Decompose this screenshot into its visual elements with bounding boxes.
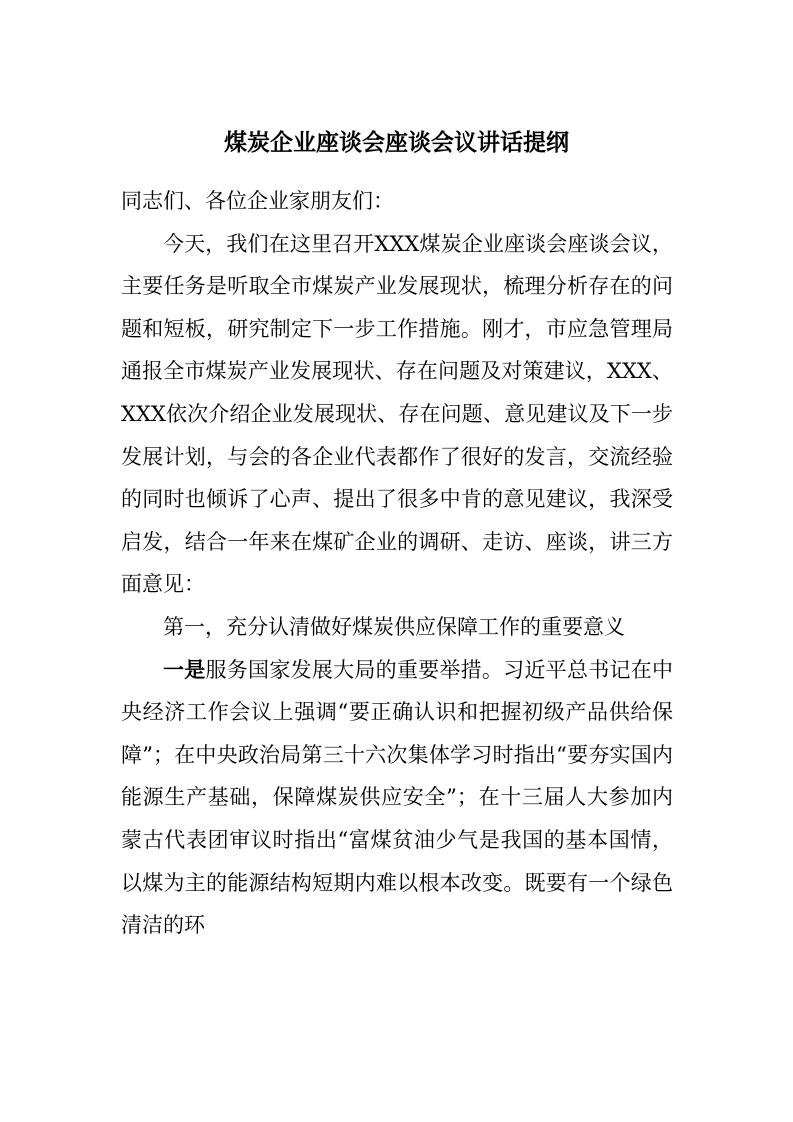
section-one-heading: 第一，充分认清做好煤炭供应保障工作的重要意义 — [163, 614, 625, 639]
document-body — [121, 180, 673, 947]
salutation: 同志们、各位企业家朋友们： — [121, 189, 394, 213]
document-title: 煤炭企业座谈会座谈会议讲话提纲 — [224, 130, 569, 156]
point-one-paragraph — [121, 649, 673, 947]
point-one-text: 服务国家发展大局的重要举措。习近平总书记在中央经济工作会议上强调“要正确认识和把握初级产品供给保障”；在中央政治局第三十六次集体学习时指出“要夯实国内能源生产基础，保障煤炭供应安全”；在十三届人大参加内蒙古代表团审议时指出“富煤贫油少气是我国的基本国情，以煤为主的能源结构短期内难以根本改变。既要有一个绿色清洁的环 — [121, 657, 674, 938]
point-one-lead: 一是 — [163, 657, 206, 682]
intro-paragraph: 今天，我们在这里召开XXX煤炭企业座谈会座谈会议，主要任务是听取全市煤炭产业发展现状，梳理分析存在的问题和短板，研究制定下一步工作措施。刚才，市应急管理局通报全市煤炭产业发展现状、存在问题及对策建议，XXX、XXX依次介绍企业发展现状、存在问题、意见建议及下一步发展计划，与会的各企业代表都作了很好的发言，交流经验的同时也倾诉了心声、提出了很多中肯的意见建议，我深受启发，结合一年来在煤矿企业的调研、走访、座谈，讲三方面意见： — [121, 231, 673, 597]
